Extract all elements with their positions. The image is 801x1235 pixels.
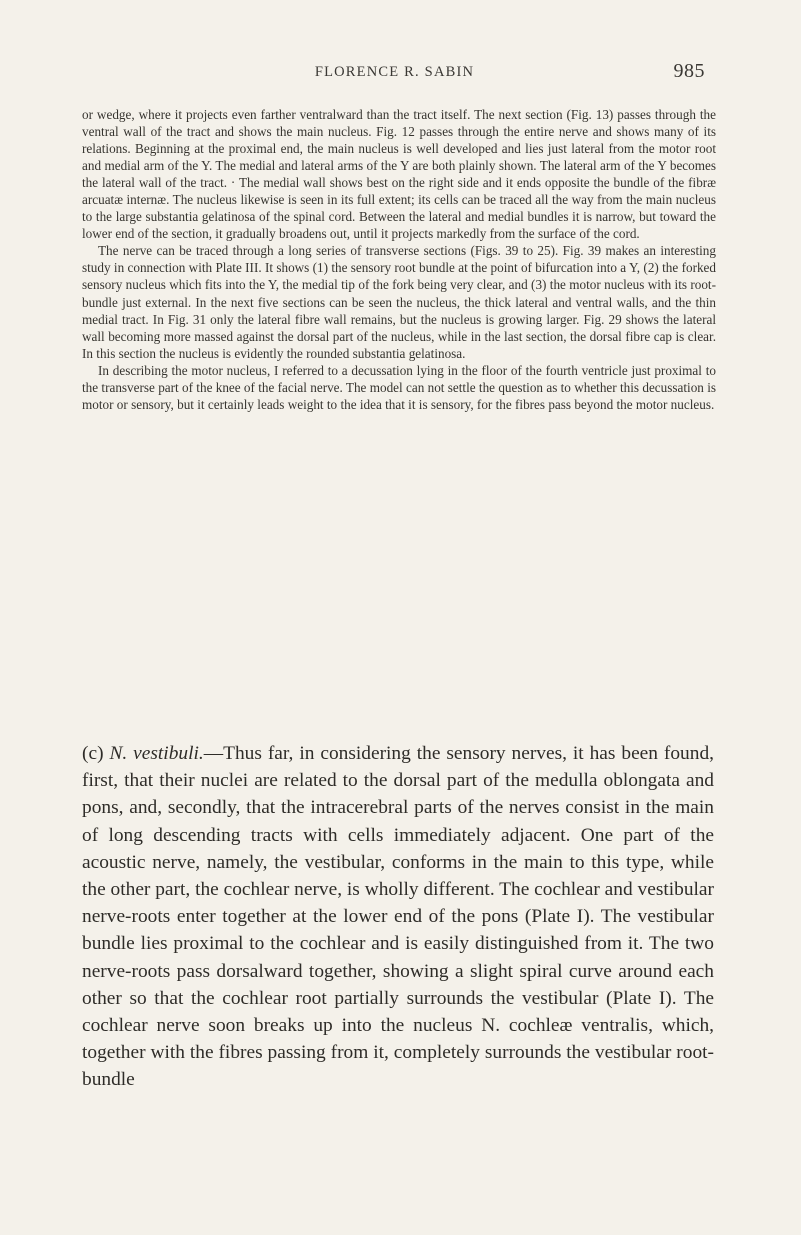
running-head [84,58,705,88]
running-title: FLORENCE R. SABIN [314,64,475,80]
section-title: N. vestibuli. [109,743,204,764]
page-number: 985 [673,60,705,82]
body-paragraph-3: In describing the motor nucleus, I referred to a decussation lying in the floor of the fourth ventricle just proximal to the transverse part of the knee of the facial nerve. The model can not settle the question as to whether this decussation is motor or sensory, but it certainly leads weight to the idea that it is sensory, for the fibres pass beyond the motor nucleus. [82,362,716,412]
body-paragraph-2: The nerve can be traced through a long series of transverse sections (Figs. 39 to 25). Fig. 39 makes an interesting study in connection with Plate III. It shows (1) the sensory root bundle at the point of bifurcation into a Y, (2) the forked sensory nucleus which fits into the Y, the medial tip of the fork being very clear, and (3) the motor nucleus with its root-bundle just external. In the next five sections can be seen the nucleus, the thick lateral and ventral walls, and the thin medial tract. In Fig. 31 only the lateral fibre wall remains, but the nucleus is growing larger. Fig. 29 shows the lateral wall becoming more massed against the dorsal part of the nucleus, while in the last section, the dorsal fibre cap is clear. In this section the nucleus is evidently the rounded substantia gelatinosa. [82,243,716,361]
section-text: —Thus far, in considering the sensory nerves, it has been found, first, that their nuclei are related to the dorsal part of the medulla oblongata and pons, and, secondly, that the intracerebral parts of the nerves consist in the main of long descending tracts with cells immediately adjacent. One part of the acoustic nerve, namely, the vestibular, conforms in the main to this type, while the other part, the cochlear nerve, is wholly different. The cochlear and vestibular nerve-roots enter together at the lower end of the pons (Plate I). The vestibular bundle lies proximal to the cochlear and is easily distinguished from it. The two nerve-roots pass dorsalward together, showing a slight spiral curve around each other so that the cochlear root partially surrounds the vestibular (Plate I). The cochlear nerve soon breaks up into the nucleus N. cochleæ ventralis, which, together with the fibres passing from it, completely surrounds the vestibular root-bundle [82,743,714,1091]
section-paragraph [82,740,714,1094]
section-mark: (c) [82,743,110,764]
section-vestibuli [82,740,714,1094]
body-paragraph-1: or wedge, where it projects even farther ventralward than the tract itself. The next section (Fig. 13) passes through the ventral wall of the tract and shows the main nucleus. Fig. 12 passes through the entire nerve and shows many of its relations. Beginning at the proximal end, the main nucleus is well developed and lies just lateral from the motor root and medial arm of the Y. The medial and lateral arms of the Y are both plainly shown. The lateral arm of the Y becomes the lateral wall of the tract. · The medial wall shows best on the right side and it ends opposite the bundle of the fibræ arcuatæ internæ. The nucleus likewise is seen in its full extent; its cells can be traced all the way from the main nucleus to the large substantia gelatinosa of the spinal cord. Between the lateral and medial bundles it is narrow, but toward the lower end of the section, it gradually broadens out, until it projects markedly from the surface of the cord. [82,107,716,242]
small-print-block [82,106,716,413]
